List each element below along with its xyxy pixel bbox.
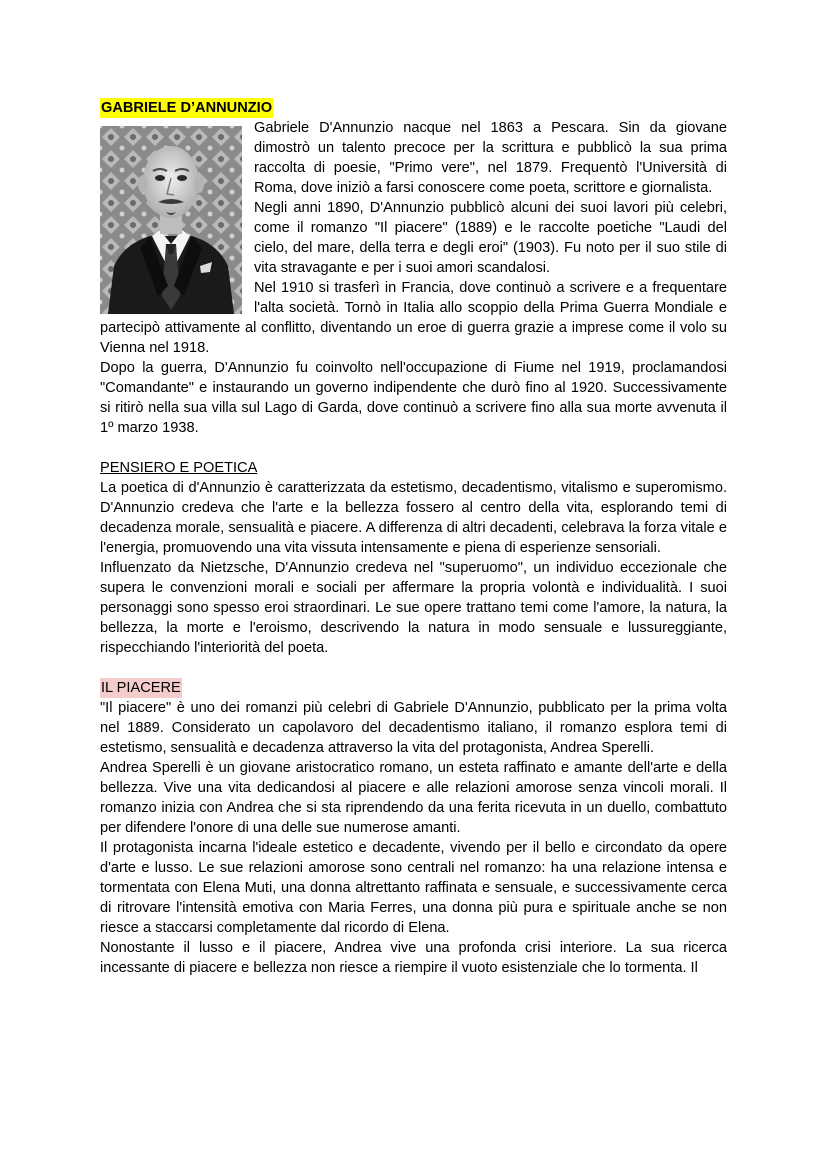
- spacer: [100, 658, 727, 678]
- piacere-paragraph-1: "Il piacere" è uno dei romanzi più celebri di Gabriele D'Annunzio, pubblicato per la prima volta nel 1889. Considerato un capolavoro del decadentismo italiano, il romanzo esplora temi di estetismo, sensualità e decadenza attraverso la vita del protagonista, Andrea Sperelli.: [100, 700, 727, 756]
- pensiero-paragraph-1: La poetica di d'Annunzio è caratterizzata da estetismo, decadentismo, vitalismo e superomismo. D'Annunzio credeva che l'arte e la bellezza fossero al centro della vita, esplorando temi di decadenza morale, sensualità e piacere. A differenza di altri decadenti, celebrava la forza vitale e l'energia, promuovendo una vita vissuta intensamente e piena di esperienze sensoriali.: [100, 480, 727, 556]
- section-heading-piacere: IL PIACERE: [101, 680, 181, 696]
- section-piacere: [100, 678, 727, 978]
- piacere-paragraph-2: Andrea Sperelli è un giovane aristocratico romano, un esteta raffinato e amante dell'arte e della bellezza. Vive una vita dedicandosi al piacere e alle relazioni amorose senza vincoli morali. Il romanzo inizia con Andrea che si sta riprendendo da una ferita ricevuta in un duello, combattuto per difendere l'onore di una delle sue numerose amanti.: [100, 760, 727, 836]
- intro-paragraph-1: Gabriele D'Annunzio nacque nel 1863 a Pescara. Sin da giovane dimostrò un talento precoce per la scrittura e pubblicò la sua prima raccolta di poesie, "Primo vere", nel 1879. Frequentò l'Università di Roma, dove iniziò a farsi conoscere come poeta, scrittore e giornalista.: [254, 120, 727, 196]
- document-page: [100, 98, 727, 978]
- portrait-photo: [100, 126, 242, 314]
- piacere-paragraph-3: Il protagonista incarna l'ideale estetico e decadente, vivendo per il bello e circondato da opere d'arte e lusso. Le sue relazioni amorose sono centrali nel romanzo: ha una relazione intensa e tormentata con Elena Muti, una donna altrettanto raffinata e sensuale, e successivamente cerca di ritrovare l'intensità emotiva con Maria Ferres, una donna più pura e spirituale anche se non riesce a staccarsi completamente dal ricordo di Elena.: [100, 840, 727, 936]
- title-highlight: GABRIELE D’ANNUNZIO: [101, 100, 273, 116]
- intro-paragraph-2: Negli anni 1890, D'Annunzio pubblicò alcuni dei suoi lavori più celebri, come il romanzo "Il piacere" (1889) e le raccolte poetiche "Laudi del cielo, del mare, della terra e degli eroi" (1903). Fu noto per il suo stile di vita stravagante e per i suoi amori scandalosi.: [254, 200, 727, 276]
- spacer: [100, 438, 727, 458]
- intro-paragraph-3: Nel 1910 si trasferì in Francia, dove continuò a scrivere e a frequentare l'alta società. Tornò in Italia allo scoppio della Prima Guerra Mondiale e partecipò attivamente al conflitto, diventando un eroe di guerra grazie a imprese come il volo su Vienna nel 1918.: [100, 280, 727, 356]
- intro-paragraph-4: Dopo la guerra, D'Annunzio fu coinvolto nell'occupazione di Fiume nel 1919, proclamandosi "Comandante" e instaurando un governo indipendente che durò fino al 1920. Successivamente si ritirò nella sua villa sul Lago di Garda, dove continuò a scrivere fino alla sua morte avvenuta il 1º marzo 1938.: [100, 360, 727, 436]
- section-heading-pensiero: PENSIERO E POETICA: [100, 460, 258, 476]
- pensiero-paragraph-2: Influenzato da Nietzsche, D'Annunzio credeva nel "superuomo", un individuo eccezionale che supera le convenzioni morali e sociali per affermare la propria volontà e individualità. I suoi personaggi sono spesso eroi straordinari. Le sue opere trattano temi come l'amore, la natura, la bellezza, la morte e l'eroismo, descrivendo la natura in modo sensuale e lussureggiante, rispecchiando l'interiorità del poeta.: [100, 560, 727, 656]
- document-title: [100, 98, 727, 118]
- section-pensiero: [100, 458, 727, 658]
- piacere-paragraph-4: Nonostante il lusso e il piacere, Andrea vive una profonda crisi interiore. La sua ricerca incessante di piacere e bellezza non riesce a riempire il vuoto esistenziale che lo tormenta. Il: [100, 940, 727, 976]
